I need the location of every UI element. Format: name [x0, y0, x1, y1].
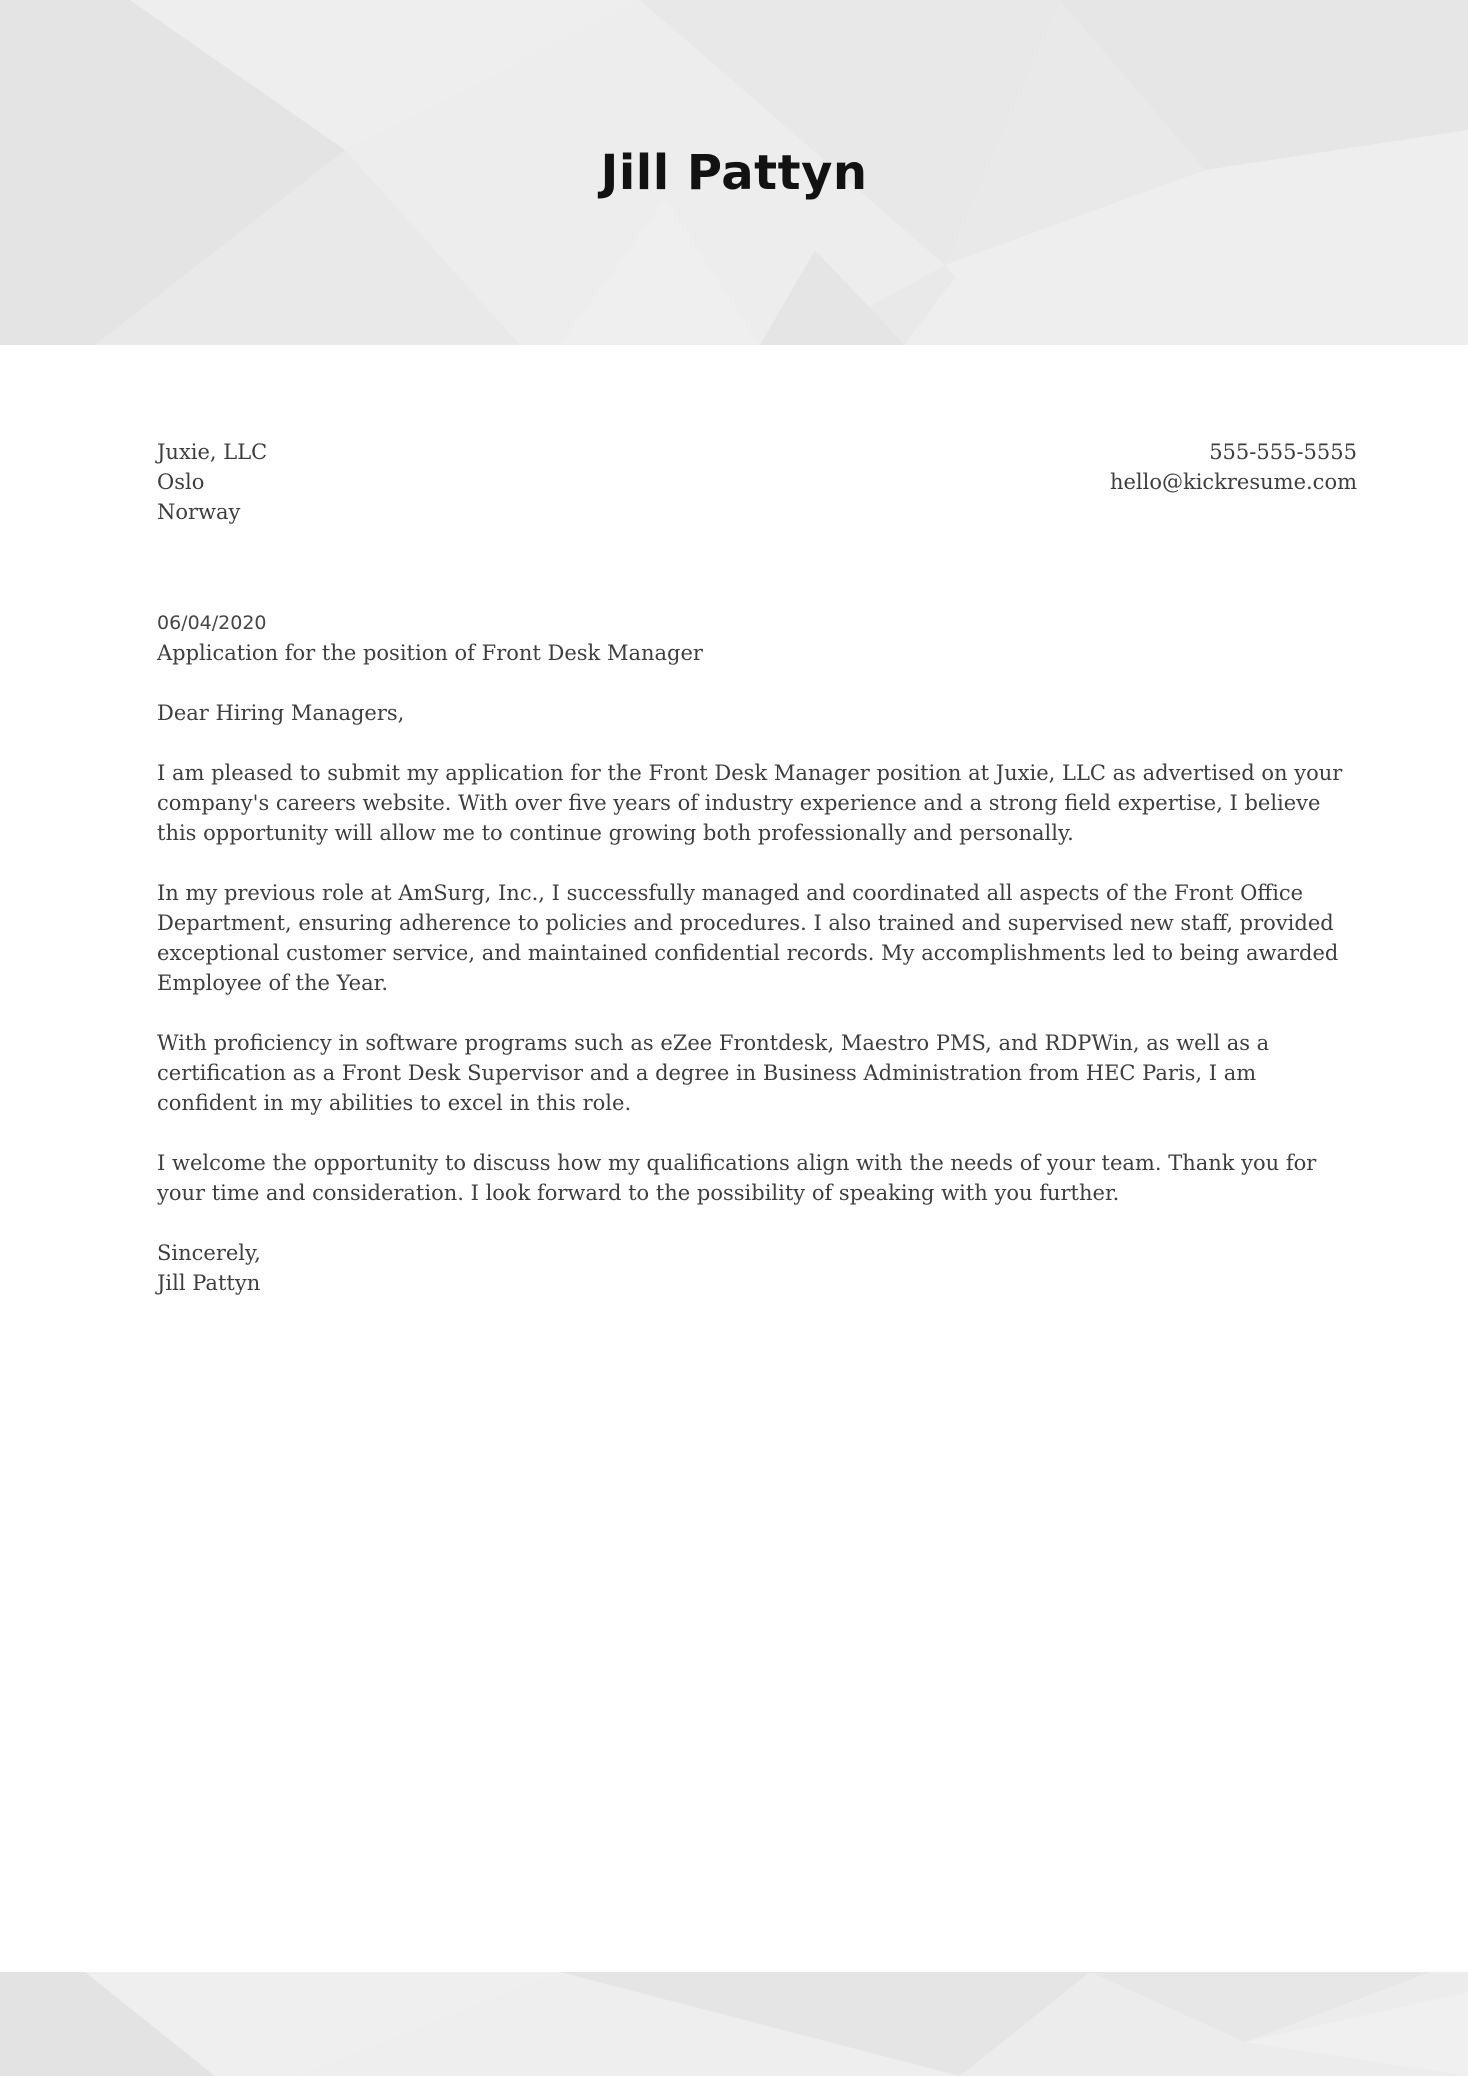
paragraph-intro: I am pleased to submit my application for the Front Desk Manager position at Juxie, LLC as advertised on your company's careers website. With over five years of industry experience and a strong field expertise, I believe this opportunity will allow me to continue growing both professionally and personally. [157, 761, 1343, 845]
letter-body [0, 437, 1468, 1298]
letter-subject: Application for the position of Front Desk Manager [157, 641, 703, 665]
recipient-country: Norway [157, 500, 241, 524]
footer-lowpoly-pattern [0, 1972, 1468, 2076]
recipient-city: Oslo [157, 470, 205, 494]
sender-contact [1110, 437, 1357, 497]
closing-block [157, 1238, 1357, 1298]
closing-word: Sincerely, [157, 1241, 261, 1265]
applicant-name: Jill Pattyn [600, 144, 868, 201]
recipient-address [157, 437, 267, 527]
sender-email: hello@kickresume.com [1109, 470, 1357, 494]
paragraph-thanks: I welcome the opportunity to discuss how my qualifications align with the needs of your team. Thank you for your time and consideration. I look forward to the possibility of speaking with you further. [157, 1151, 1317, 1205]
date-subject-section [157, 608, 1357, 668]
paragraph-experience: In my previous role at AmSurg, Inc., I successfully managed and coordinated all aspects of the Front Office Department, ensuring adherence to policies and procedures. I also trained and supervised new staff, provided exceptional customer service, and maintained confidential records. My accomplishments led to being awarded Employee of the Year. [157, 881, 1339, 995]
paragraph-skills: With proficiency in software programs such as eZee Frontdesk, Maestro PMS, and RDPWin, as well as a certification as a Front Desk Supervisor and a degree in Business Administration from HEC Paris, I am confident in my abilities to excel in this role. [157, 1031, 1270, 1115]
signature-name: Jill Pattyn [157, 1271, 261, 1295]
recipient-company: Juxie, LLC [157, 440, 268, 464]
header-banner [0, 0, 1468, 345]
contact-section [157, 437, 1357, 527]
letter-date: 06/04/2020 [157, 612, 267, 634]
salutation: Dear Hiring Managers, [157, 701, 405, 725]
sender-phone: 555-555-5555 [1209, 440, 1357, 464]
footer-banner [0, 1972, 1468, 2076]
